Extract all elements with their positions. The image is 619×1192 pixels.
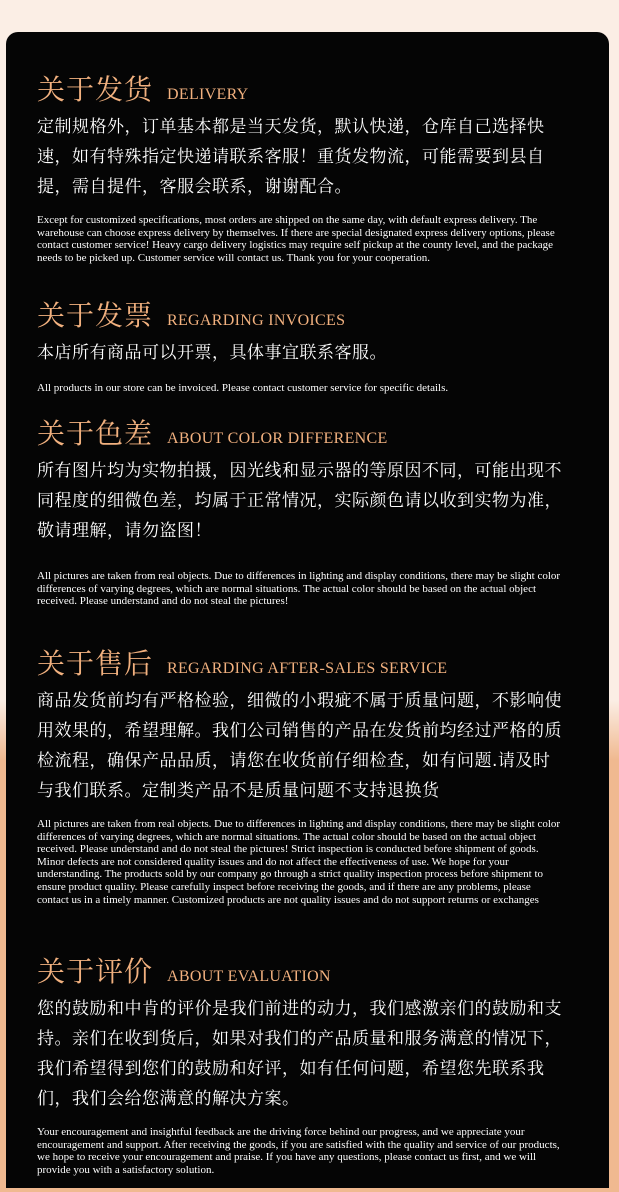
section-after-sales (37, 642, 562, 906)
section-delivery (37, 68, 562, 264)
section-heading (37, 294, 562, 338)
paragraph-en: All pictures are taken from real objects. Due to differences in lighting and display conditions, there may be slight color differences of varying degrees, which are normal situations. The actual color should be based on the actual object received. Please understand and do not steal the pictures! (37, 570, 561, 608)
section-evaluation (37, 950, 562, 1176)
heading-cn: 关于评价 (37, 955, 154, 988)
paragraph-cn: 商品发货前均有严格检验，细微的小瑕疵不属于质量问题，不影响使用效果的，希望理解。我们公司销售的产品在发货前均经过严格的质检流程，确保产品品质，请您在收货前仔细检查，如有问题.请及时与我们联系。定制类产品不是质量问题不支持退换货 (37, 691, 562, 801)
section-invoices (37, 294, 562, 395)
paragraph-en: All pictures are taken from real objects. Due to differences in lighting and display conditions, there may be slight color differences of varying degrees, which are normal situations. The actual color should be based on the actual object received. Please understand and do not steal the pictures! Strict inspection is conducted before shipment of goods. Minor defects are not considered quality issues and do not affect the effectiveness of use. We hope for your understanding. The products sold by our company go through a strict quality inspection process before shipment to ensure product quality. Please carefully inspect before receiving the goods, and if there are any problems, please contact us in a timely manner. Customized products are not quality issues and do not support returns or exchanges (37, 818, 561, 906)
section-color-difference (37, 412, 562, 608)
heading-cn: 关于色差 (37, 417, 154, 450)
section-heading (37, 68, 562, 112)
heading-en: REGARDING AFTER-SALES SERVICE (167, 660, 448, 677)
section-heading (37, 412, 562, 456)
heading-cn: 关于售后 (37, 647, 154, 680)
paragraph-en: Your encouragement and insightful feedback are the driving force behind our progress, and we appreciate your encouragement and support. After receiving the goods, if you are satisfied with the quality and service of our products, we hope to receive your encouragement and praise. If you have any questions, please contact us first, and we will provide you with a satisfactory solution. (37, 1126, 560, 1176)
paragraph-cn: 定制规格外，订单基本都是当天发货，默认快递，仓库自己选择快速，如有特殊指定快递请联系客服！重货发物流，可能需要到县自提，需自提件，客服会联系，谢谢配合。 (37, 117, 545, 197)
heading-en: DELIVERY (167, 86, 249, 103)
paragraph-cn: 本店所有商品可以开票，具体事宜联系客服。 (37, 343, 387, 363)
info-panel (6, 32, 609, 1188)
heading-cn: 关于发票 (37, 299, 154, 332)
paragraph-en: Except for customized specifications, most orders are shipped on the same day, with default express delivery. The warehouse can choose express delivery by themselves. If there are special designated express delivery options, please contact customer service! Heavy cargo delivery logistics may require self pickup at the county level, and the package needs to be picked up. Customer service will contact us. Thank you for your cooperation. (37, 214, 555, 264)
paragraph-cn: 您的鼓励和中肯的评价是我们前进的动力，我们感激亲们的鼓励和支持。亲们在收到货后，如果对我们的产品质量和服务满意的情况下，我们希望得到您们的鼓励和好评，如有任何问题，希望您先联系我们，我们会给您满意的解决方案。 (37, 999, 562, 1109)
section-heading (37, 642, 562, 686)
heading-en: ABOUT EVALUATION (167, 968, 331, 985)
heading-en: ABOUT COLOR DIFFERENCE (167, 430, 388, 447)
paragraph-cn: 所有图片均为实物拍摄，因光线和显示器的等原因不同，可能出现不同程度的细微色差，均属于正常情况，实际颜色请以收到实物为准，敬请理解，请勿盗图！ (37, 461, 562, 541)
heading-cn: 关于发货 (37, 73, 154, 106)
heading-en: REGARDING INVOICES (167, 312, 346, 329)
section-heading (37, 950, 562, 994)
paragraph-en: All products in our store can be invoiced. Please contact customer service for specific details. (37, 382, 449, 394)
